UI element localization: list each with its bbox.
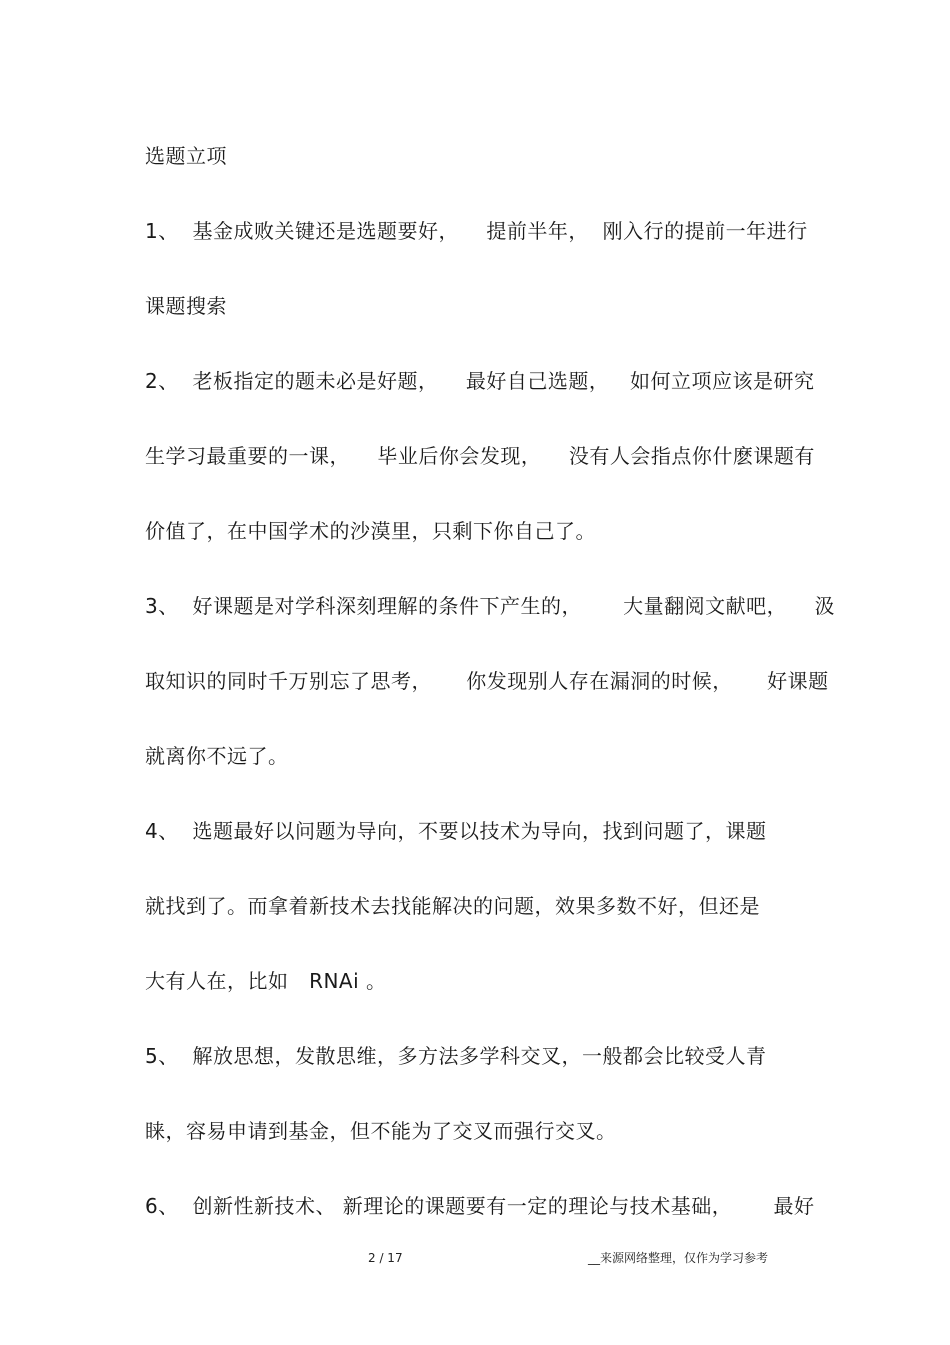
text-line: 价值了，在中国学术的沙漠里，只剩下你自己了。 — [145, 519, 596, 543]
text-line: 5、 解放思想，发散思维，多方法多学科交叉，一般都会比较受人青 — [145, 1044, 767, 1068]
text-line: 1、 基金成败关键还是选题要好， 提前半年， 刚入行的提前一年进行 — [145, 219, 808, 243]
text-line: 课题搜索 — [145, 294, 227, 318]
text-line: 3、 好课题是对学科深刻理解的条件下产生的， 大量翻阅文献吧， 汲 — [145, 594, 836, 618]
text-line: 2、 老板指定的题未必是好题， 最好自己选题， 如何立项应该是研究 — [145, 369, 815, 393]
text-line: 大有人在，比如 RNAi 。 — [145, 969, 387, 993]
source-note: __来源网络整理，仅作为学习参考 — [588, 1251, 769, 1265]
text-line: 生学习最重要的一课， 毕业后你会发现， 没有人会指点你什麽课题有 — [145, 444, 815, 468]
text-line: 就找到了。而拿着新技术去找能解决的问题，效果多数不好，但还是 — [145, 894, 760, 918]
section-heading: 选题立项 — [145, 144, 227, 168]
text-line: 4、 选题最好以问题为导向，不要以技术为导向，找到问题了，课题 — [145, 819, 767, 843]
text-line: 就离你不远了。 — [145, 744, 289, 768]
text-line: 取知识的同时千万别忘了思考， 你发现别人存在漏洞的时候， 好课题 — [145, 669, 829, 693]
text-line: 6、 创新性新技术、 新理论的课题要有一定的理论与技术基础， 最好 — [145, 1194, 815, 1218]
page-number: 2 / 17 — [368, 1251, 403, 1265]
text-line: 睐，容易申请到基金，但不能为了交叉而强行交叉。 — [145, 1119, 617, 1143]
